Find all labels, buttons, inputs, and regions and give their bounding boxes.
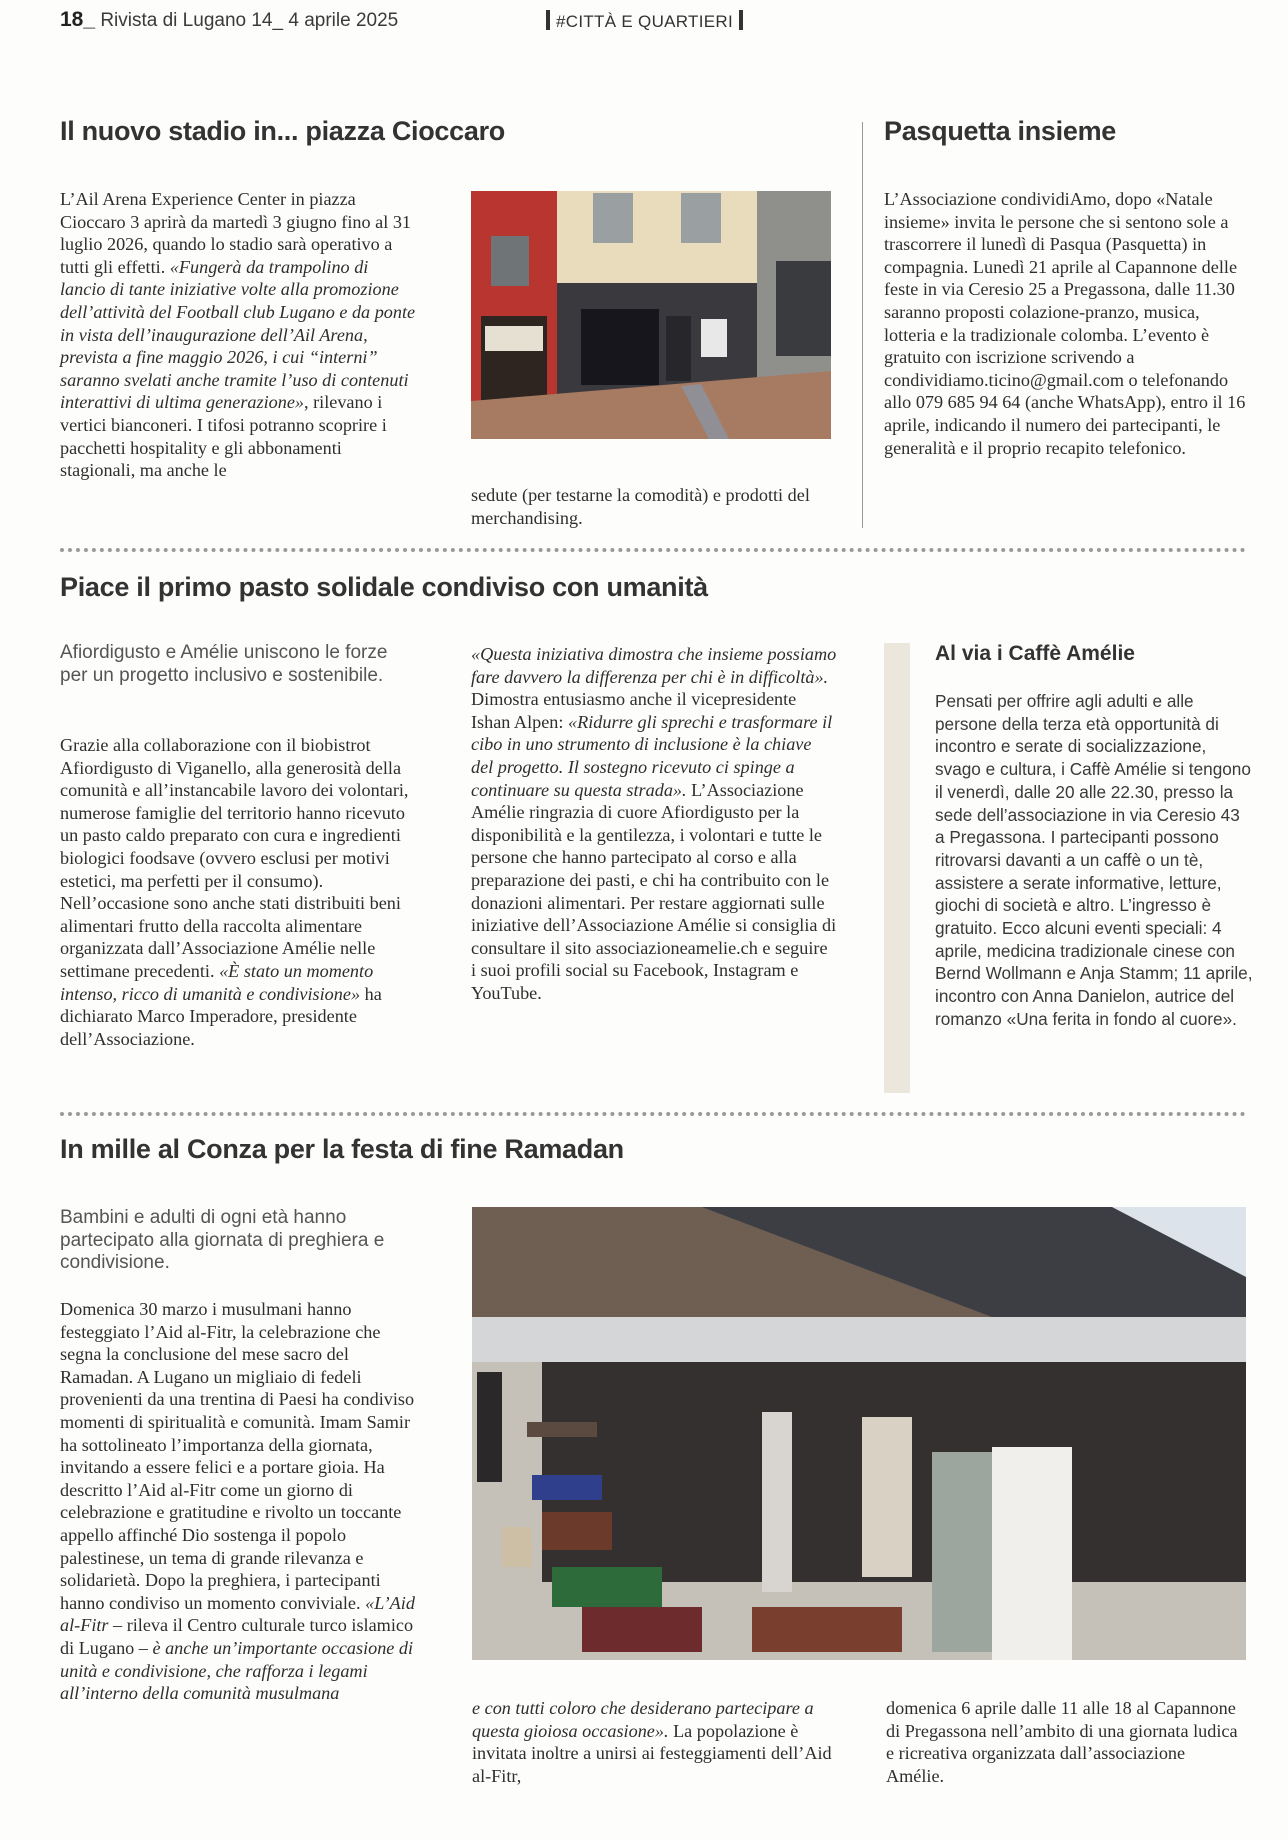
article-body-ramadan-col1 bbox=[60, 1298, 422, 1705]
sidebar-accent-bar bbox=[884, 643, 910, 1093]
article-lead-pasto: Afiordigusto e Amélie uniscono le forze per un progetto inclusivo e sostenibile. bbox=[60, 642, 388, 686]
article-body-stadio-col1 bbox=[60, 188, 418, 482]
paragraph: Pensati per offrire agli adulti e alle persone della terza età opportunità di incontro e serate di socializzazione, svago e cultura, i Caffè Amélie si tengono il venerdì, dalle 20 alle 22.30, presso la sede dell’associazione in via Ceresio 43 a Pregassona. I partecipanti possono ritrovarsi davanti a un caffè o un tè, assistere a serate informative, letture, giochi di società e altro. L’ingresso è gratuito. Ecco alcuni eventi speciali: 4 aprile, medicina tradizionale cinese con Bernd Wollmann e Anja Stamm; 11 aprile, incontro con Anna Danielon, autrice del romanzo «Una ferita in fondo al cuore». bbox=[935, 691, 1253, 1029]
paragraph: domenica 6 aprile dalle 11 alle 18 al Capannone di Pregassona nell’ambito di una giornata ludica e ricreativa organizzata dall’associazione Amélie. bbox=[886, 1698, 1238, 1786]
body-text: – rileva il Centro culturale turco islamico di Lugano – bbox=[60, 1615, 414, 1658]
article-body-pasto-col1 bbox=[60, 734, 422, 1050]
paragraph: L’Associazione condividiAmo, dopo «Natale insieme» invita le persone che si sentono sole a trascorrere il lunedì di Pasqua (Pasquetta) in compagnia. Lunedì 21 aprile al Capannone delle feste in via Ceresio 25 a Pregassona, dalle 11.30 saranno proposti colazione-pranzo, musica, lotteria e la tradizionale colomba. L’evento è gratuito con iscrizione scrivendo a condividiamo.ticino@gmail.com o telefonando allo 079 685 94 64 (anche WhatsApp), entro il 16 aprile, indicando il numero dei partecipanti, le generalità e il proprio recapito telefonico. bbox=[884, 189, 1246, 458]
body-text: Domenica 30 marzo i musulmani hanno festeggiato l’Aid al-Fitr, la celebrazione che segna la conclusione del mese sacro del Ramadan. A Lugano un migliaio di fedeli provenienti da una trentina di Paesi ha condiviso momenti di spiritualità e comunità. Imam Samir ha sottolineato l’importanza della giornata, invitando a essere felici e a portare gioia. Ha descritto l’Aid al-Fitr come un giorno di celebrazione e gratitudine e rivolto un toccante appello affinché Dio sostenga il popolo palestinese, un tema di grande rilevanza e solidarietà. Dopo la preghiera, i partecipanti hanno condiviso un momento conviviale. bbox=[60, 1299, 415, 1613]
section-separator bbox=[60, 1112, 1246, 1116]
prayer-crowd-image bbox=[472, 1207, 1246, 1660]
body-text: La popolazione è invitata inoltre a unirsi ai festeggiamenti dell’Aid al-Fitr, bbox=[472, 1720, 832, 1786]
article-body-pasto-col2 bbox=[471, 643, 837, 1005]
quote-text: e con tutti coloro che desiderano partecipare a questa gioiosa occasione». bbox=[472, 1698, 814, 1741]
photo-stadio-storefront bbox=[471, 191, 831, 439]
article-body-ramadan-col3 bbox=[886, 1697, 1246, 1787]
article-title-pasquetta: Pasquetta insieme bbox=[884, 116, 1116, 146]
article-title-stadio: Il nuovo stadio in... piazza Cioccaro bbox=[60, 116, 505, 146]
paragraph bbox=[60, 188, 418, 482]
paragraph bbox=[472, 1697, 840, 1787]
quote-text: «È stato un momento intenso, ricco di umanità e condivisione» bbox=[60, 960, 374, 1004]
body-text: Grazie alla collaborazione con il biobistrot Afiordigusto di Viganello, alla generosità della comunità e all’instancabile lavoro dei volontari, numerose famiglie del territorio hanno ricevuto un pasto caldo preparato con cura e ingredienti biologici foodsave (ovvero esclusi per motivi estetici, ma perfetti per il consumo). Nell’occasione sono anche stati distribuiti beni alimentari frutto della raccolta alimentare organizzata dall’Associazione Amélie nelle settimane precedenti. bbox=[60, 735, 409, 981]
section-separator bbox=[60, 548, 1246, 552]
body-text: Dimostra entusiasmo anche il vicepresidente Ishan Alpen: bbox=[471, 689, 797, 732]
article-body-ramadan-col2 bbox=[472, 1697, 840, 1787]
quote-text: «Ridurre gli sprechi e trasformare il cibo in uno strumento di inclusione è la chiave del progetto. Il sostegno ricevuto ci spinge a continuare su questa strada». bbox=[471, 711, 833, 800]
body-text: L’Ail Arena Experience Center in piazza Cioccaro 3 aprirà da martedì 3 giugno fino al 31 luglio 2026, quando lo stadio sarà operativo a tutti gli effetti. bbox=[60, 189, 412, 277]
body-text: ha dichiarato Marco Imperadore, presidente dell’Associazione. bbox=[60, 983, 382, 1049]
article-lead-ramadan: Bambini e adulti di ogni età hanno partecipato alla giornata di preghiera e condivisione. bbox=[60, 1207, 385, 1273]
quote-text: «Fungerà da trampolino di lancio di tante iniziative volte alla promozione dell’attività del Football club Lugano e da ponte in vista dell’inaugurazione dell’Ail Arena, prevista a fine maggio 2026, i cui “interni” saranno svelati anche tramite l’uso di contenuti interattivi di ultima generazione» bbox=[60, 256, 416, 413]
body-text: , rilevano i vertici bianconeri. I tifosi potranno scoprire i pacchetti hospitality e gli abbonamenti stagionali, ma anche le bbox=[60, 392, 387, 481]
publication-info: Rivista di Lugano 14_ 4 aprile 2025 bbox=[100, 10, 399, 31]
paragraph bbox=[471, 643, 837, 1005]
quote-text: «Questa iniziativa dimostra che insieme possiamo fare davvero la differenza per chi è in difficoltà». bbox=[471, 644, 837, 687]
article-title-ramadan: In mille al Conza per la festa di fine Ramadan bbox=[60, 1134, 624, 1164]
article-title-pasto: Piace il primo pasto solidale condiviso con umanità bbox=[60, 572, 708, 602]
article-body-pasquetta bbox=[884, 188, 1254, 459]
section-name: #CITTÀ E QUARTIERI bbox=[556, 12, 734, 31]
quote-text: «L’Aid al-Fitr bbox=[60, 1592, 415, 1636]
paragraph: sedute (per testarne la comodità) e prodotti del merchandising. bbox=[471, 485, 810, 528]
column-divider bbox=[862, 122, 863, 528]
sidebar-body-caffe bbox=[935, 690, 1253, 1031]
divider-bar bbox=[739, 10, 743, 30]
article-body-stadio-col2 bbox=[471, 484, 831, 529]
paragraph bbox=[60, 1298, 422, 1705]
paragraph bbox=[60, 734, 422, 1050]
storefront-image bbox=[471, 191, 831, 439]
page-number: 18_ bbox=[60, 8, 96, 31]
divider-bar bbox=[546, 10, 550, 30]
running-header bbox=[60, 8, 398, 32]
section-label bbox=[540, 10, 749, 32]
quote-text: è anche un’importante occasione di unità e condivisione, che rafforza i legami all’interno della comunità musulmana bbox=[60, 1637, 414, 1704]
body-text: L’Associazione Amélie ringrazia di cuore Afiordigusto per la disponibilità e la gentilezza, i volontari e tutte le persone che hanno partecipato al corso e alla preparazione dei pasti, e chi ha contribuito con le donazioni alimentari. Per restare aggiornati sulle iniziative dell’Associazione Amélie si consiglia di consultare il sito associazioneamelie.ch e seguire i suoi profili social su Facebook, Instagram e YouTube. bbox=[471, 779, 837, 1003]
photo-ramadan-prayer bbox=[472, 1207, 1246, 1660]
sidebar-title-caffe: Al via i Caffè Amélie bbox=[935, 642, 1135, 665]
